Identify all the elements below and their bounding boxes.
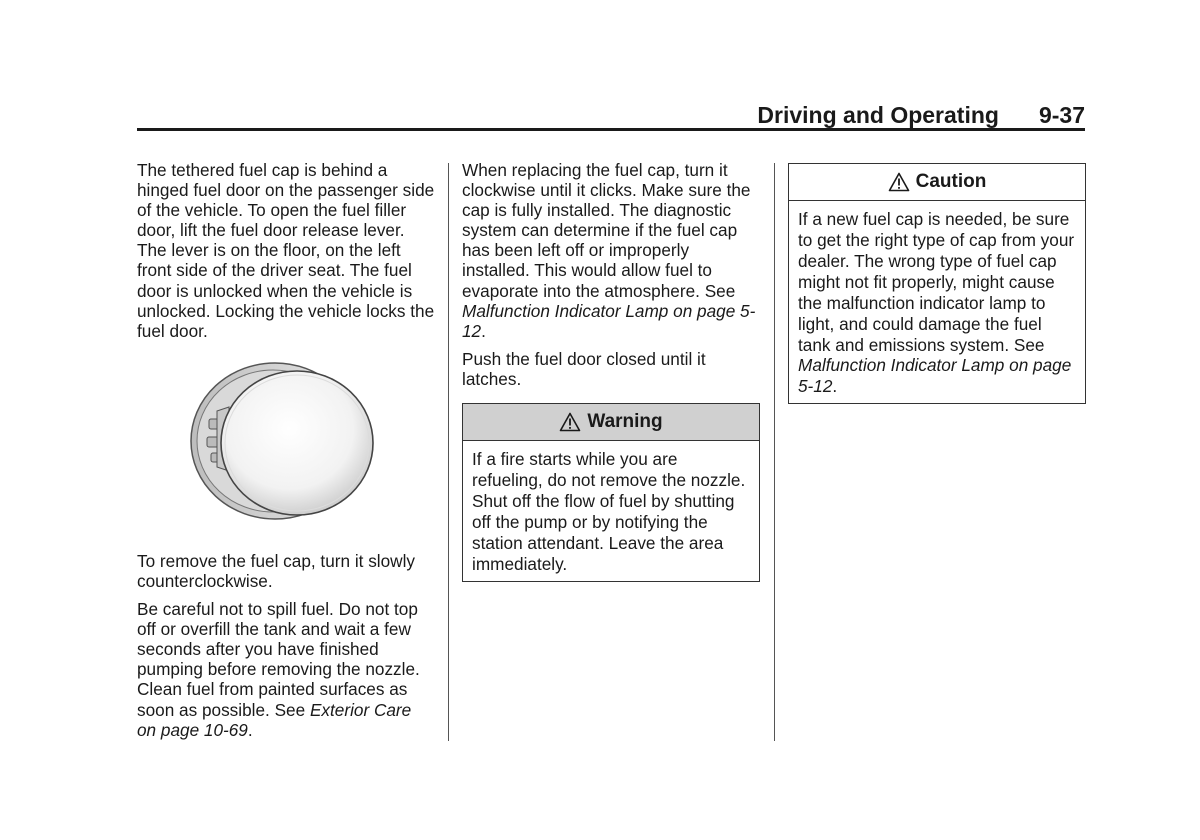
header-rule [137, 128, 1085, 131]
paragraph-remove-cap: To remove the fuel cap, turn it slowly counterclockwise. [137, 550, 415, 591]
column-1 [137, 160, 435, 748]
section-title: Driving and Operating [757, 101, 999, 128]
caution-title: Caution [915, 171, 987, 192]
caution-box [788, 163, 1086, 404]
paragraph-replace-cap: When replacing the fuel cap, turn it clockwise until it clicks. Make sure the cap is fully installed. The diagnostic system can determine if the fuel cap has been left off or improperly installed. This would allow fuel to evaporate into the atmosphere. See Malfunction Indicator Lamp on page 5-12. [462, 160, 756, 341]
caution-triangle-icon [888, 172, 910, 192]
warning-title: Warning [587, 411, 663, 433]
paragraph-fuel-door: The tethered fuel cap is behind a hinged fuel door on the passenger side of the vehicle. To open the fuel filler door, lift the fuel door release lever. The lever is on the floor, on the left front side of the driver seat. The fuel door is unlocked when the vehicle is unlocked. Locking the vehicle locks the fuel door. [137, 160, 435, 341]
caution-header [789, 164, 1085, 201]
warning-header [463, 404, 759, 441]
caution-body: If a new fuel cap is needed, be sure to get the right type of cap from your dealer. The wrong type of fuel cap might not fit properly, might cause the malfunction indicator lamp to light, and could damage the fuel tank and emissions system. See Malfunction Indicator Lamp on page 5-12. [798, 209, 1075, 397]
cross-reference-link[interactable]: Malfunction Indicator Lamp on page 5-12 [798, 355, 1072, 397]
column-divider-2 [774, 163, 775, 741]
fuel-cap-icon [137, 349, 435, 529]
warning-triangle-icon [559, 412, 581, 432]
cross-reference-link[interactable]: Malfunction Indicator Lamp on page 5-12 [462, 300, 756, 341]
warning-body: If a fire starts while you are refueling, do not remove the nozzle. Shut off the flow of fuel by shutting off the pump or by notifying the station attendant. Leave the area immediately. [472, 449, 746, 574]
column-2 [462, 160, 760, 582]
warning-box [462, 403, 760, 582]
page-header [137, 100, 1085, 130]
cross-reference-link[interactable]: Exterior Care on page 10-69 [137, 699, 412, 740]
column-3 [788, 160, 1086, 404]
page-number: 9-37 [1038, 101, 1085, 128]
paragraph-close-door: Push the fuel door closed until it latches. [462, 348, 706, 389]
paragraph-spill-fuel: Be careful not to spill fuel. Do not top off or overfill the tank and wait a few seconds after you have finished pumping before removing the nozzle. Clean fuel from painted surfaces as soon as possible. See Exterior Care on page 10-69. [137, 599, 420, 740]
column-divider-1 [448, 163, 449, 741]
fuel-cap-illustration [137, 349, 435, 529]
